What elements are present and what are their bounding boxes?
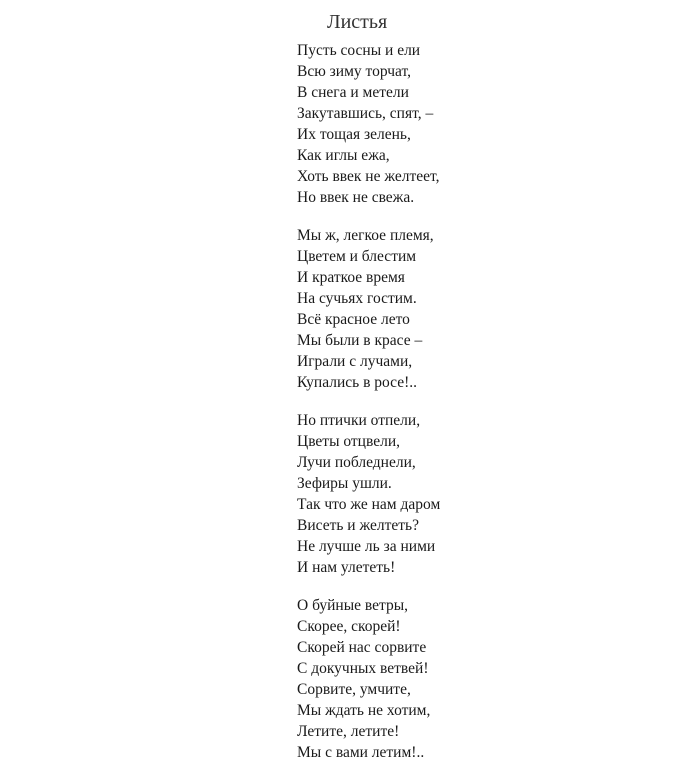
poem-line: Так что же нам даром [297,496,441,513]
poem-line: Лучи побледнели, [297,454,416,471]
poem-line: Цветем и блестим [297,248,417,265]
poem-line: Мы ждать не хотим, [297,702,431,719]
poem-line: Скорее, скорей! [297,618,401,635]
poem-line: Пусть сосны и ели [297,42,421,59]
poem-line: Мы были в красе – [297,332,423,349]
poem-line: Но птички отпели, [297,412,421,429]
poem-line: Сорвите, умчите, [297,681,411,698]
poem-line: Цветы отцвели, [297,433,400,450]
poem-line: Всю зиму торчат, [297,63,411,80]
poem-line: Хоть ввек не желтеет, [297,168,440,185]
poem-line: Но ввек не свежа. [297,189,415,206]
poem-line: И нам улететь! [297,559,396,576]
poem-line: Мы с вами летим!.. [297,744,425,761]
stanza-3 [297,410,677,578]
poem-line: Закутавшись, спят, – [297,105,434,122]
poem-line: Скорей нас сорвите [297,639,427,656]
poem-line: Их тощая зелень, [297,126,411,143]
poem-line: Зефиры ушли. [297,475,392,492]
poem-body [297,40,677,780]
poem-line: Купались в росе!.. [297,374,418,391]
stanza-4 [297,595,677,763]
poem-line: Летите, летите! [297,723,400,740]
poem-line: Как иглы ежа, [297,147,390,164]
stanza-2 [297,225,677,393]
poem-line: О буйные ветры, [297,597,408,614]
poem-line: Всё красное лето [297,311,410,328]
poem-line: С докучных ветвей! [297,660,429,677]
poem-title: Листья [327,11,388,33]
poem-line: Не лучше ль за ними [297,538,436,555]
poem-line: В снега и метели [297,84,409,101]
poem-line: Мы ж, легкое племя, [297,227,434,244]
stanza-1 [297,40,677,208]
poem-line: На сучьях гостим. [297,290,417,307]
poem-line: Играли с лучами, [297,353,413,370]
poem-line: Висеть и желтеть? [297,517,419,534]
poem-line: И краткое время [297,269,405,286]
